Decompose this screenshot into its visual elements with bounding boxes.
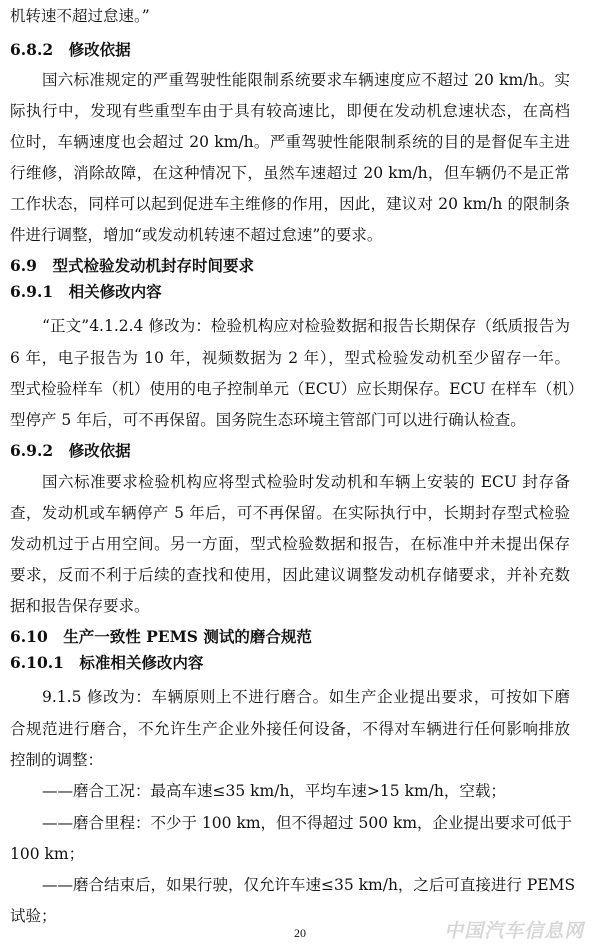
paragraph-line: 型式检验样车（机）使用的电子控制单元（ECU）应长期保存。ECU 在样车（机） <box>10 380 584 398</box>
list-item: ——磨合结束后，如果行驶，仅允许车速≤35 km/h，之后可直接进行 PEMS <box>42 876 576 894</box>
section-heading-6-9-2: 6.9.2 修改依据 <box>10 441 131 460</box>
paragraph-line: 9.1.5 修改为：车辆原则上不进行磨合。如生产企业提出要求，可按如下磨 <box>42 688 570 706</box>
section-heading-6-9: 6.9 型式检验发动机封存时间要求 <box>10 256 254 275</box>
text-line: 机转速不超过怠速。” <box>10 7 150 25</box>
paragraph-line: 国六标准要求检验机构应将型式检验时发动机和车辆上安装的 ECU 封存备 <box>42 473 570 491</box>
section-heading-6-10-1: 6.10.1 标准相关修改内容 <box>10 653 204 672</box>
paragraph-line: 位时，车辆速度也会超过 20 km/h。严重驾驶性能限制系统的目的是督促车主进 <box>10 133 570 151</box>
paragraph-line: 行维修，消除故障，在这种情况下，虽然车速超过 20 km/h，但车辆仍不是正常 <box>10 164 570 182</box>
paragraph-line: 国六标准规定的严重驾驶性能限制系统要求车辆速度应不超过 20 km/h。实 <box>42 71 570 89</box>
section-heading-6-9-1: 6.9.1 相关修改内容 <box>10 282 162 301</box>
paragraph-line: “正文”4.1.2.4 修改为：检验机构应对检验数据和报告长期保存（纸质报告为 <box>42 317 570 335</box>
list-item-continuation: 100 km； <box>10 845 85 863</box>
paragraph-line: 查，发动机或车辆停产 5 年后，可不再保留。在实际执行中，长期封存型式检验 <box>10 504 570 522</box>
paragraph-line: 据和报告保存要求。 <box>10 597 150 615</box>
paragraph-line: 控制的调整： <box>10 751 104 769</box>
page-number: 20 <box>294 926 306 940</box>
list-item-continuation: 试验； <box>10 907 57 925</box>
list-item: ——磨合里程：不少于 100 km，但不得超过 500 km，企业提出要求可低于 <box>42 814 573 832</box>
paragraph-line: 要求，反而不利于后续的查找和使用，因此建议调整发动机存储要求，并补充数 <box>10 566 570 584</box>
paragraph-line: 际执行中，发现有些重型车由于具有较高速比，即便在发动机怠速状态，在高档 <box>10 102 570 120</box>
section-heading-6-8-2: 6.8.2 修改依据 <box>10 40 131 59</box>
paragraph-line: 件进行调整，增加“或发动机转速不超过怠速”的要求。 <box>10 226 383 244</box>
paragraph-line: 工作状态，同样可以起到促进车主维修的作用，因此，建议对 20 km/h 的限制条 <box>10 195 570 213</box>
paragraph-line: 型停产 5 年后，可不再保留。国务院生态环境主管部门可以进行确认检查。 <box>10 411 526 429</box>
paragraph-line: 发动机过于占用空间。另一方面，型式检验数据和报告，在标准中并未提出保存 <box>10 535 570 553</box>
list-item: ——磨合工况：最高车速≤35 km/h，平均车速>15 km/h，空载； <box>42 782 506 800</box>
section-heading-6-10: 6.10 生产一致性 PEMS 测试的磨合规范 <box>10 627 312 646</box>
paragraph-line: 6 年，电子报告为 10 年，视频数据为 2 年），型式检验发动机至少留存一年。 <box>10 349 570 367</box>
watermark-logo: 中国汽车信息网 <box>443 920 589 942</box>
paragraph-line: 合规范进行磨合，不允许生产企业外接任何设备，不得对车辆进行任何影响排放 <box>10 720 570 738</box>
